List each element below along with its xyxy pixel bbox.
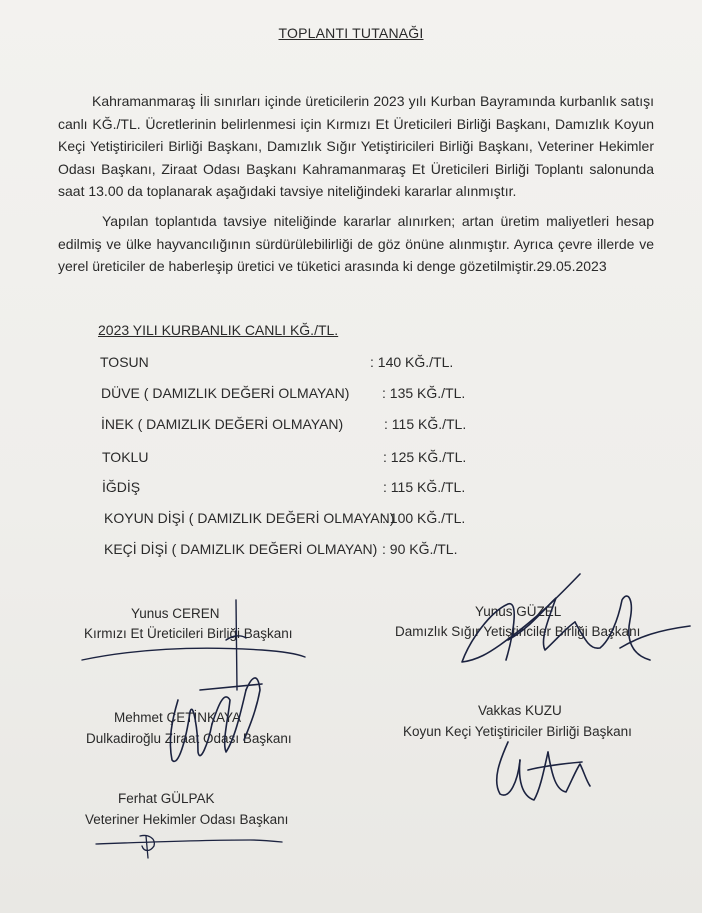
price-value: : 140 KĞ./TL.: [370, 354, 454, 370]
signature-mehmet-cetinkaya: [170, 678, 262, 761]
signature-yunus-guzel: [462, 574, 690, 662]
price-label: DÜVE ( DAMIZLIK DEĞERİ OLMAYAN): [101, 385, 350, 401]
price-label: İĞDİŞ: [102, 479, 141, 495]
price-label: KEÇİ DİŞİ ( DAMIZLIK DEĞERİ OLMAYAN): [104, 541, 378, 557]
signatory-role: Dulkadiroğlu Ziraat Odası Başkanı: [86, 731, 292, 746]
decision-paragraph: Yapılan toplantıda tavsiye niteliğinde kararlar alınırken; artan üretim maliyetleri hesap edilmiş ve ülke hayvancılığının sürdürülebilirliği de göz önüne alınmıştır. Ayrıca çevre illerde ve yerel üreticiler de haberleşip üretici ve tüketici arasında ki denge gözetilmiştir.29.05.2023: [58, 213, 654, 274]
signatory-name: Ferhat GÜLPAK: [118, 791, 215, 806]
signatory-name: Yunus CEREN: [131, 606, 220, 621]
document-title: TOPLANTI TUTANAĞI: [278, 25, 424, 41]
price-value: : 125 KĞ./TL.: [383, 449, 467, 465]
price-table-title: 2023 YILI KURBANLIK CANLI KĞ./TL.: [98, 322, 339, 338]
price-label: TOSUN: [100, 354, 149, 370]
signatory-name: Yunus GÜZEL: [475, 604, 562, 619]
price-label: TOKLU: [102, 449, 149, 465]
signature-yunus-ceren: [82, 600, 305, 690]
price-value: : 115 KĞ./TL.: [384, 416, 467, 432]
price-value: : 115 KĞ./TL.: [383, 479, 466, 495]
signatory-role: Veteriner Hekimler Odası Başkanı: [85, 812, 289, 827]
signatory-name: Mehmet ÇETİNKAYA: [114, 710, 242, 725]
price-value: : 135 KĞ./TL.: [382, 385, 466, 401]
price-value: : 90 KĞ./TL.: [382, 541, 458, 557]
signatory-role: Kırmızı Et Üreticileri Birliği Başkanı: [84, 626, 293, 641]
signature-ferhat-gulpak: [96, 835, 282, 858]
signatory-name: Vakkas KUZU: [478, 703, 562, 718]
signature-vakkas-kuzu: [497, 742, 590, 800]
price-label: KOYUN DİŞİ ( DAMIZLIK DEĞERİ OLMAYAN): [104, 510, 395, 526]
intro-paragraph: Kahramanmaraş İli sınırları içinde üreticilerin 2023 yılı Kurban Bayramında kurbanlık satışı canlı KĞ./TL. Ücretlerinin belirlenmesi için Kırmızı Et Üreticileri Birliği Başkanı, Damızlık Koyun Keçi Yetiştiricileri Birliği Başkanı, Damızlık Sığır Yetiştiricileri Birliği Başkanı, Veteriner Hekimler Odası Başkanı, Ziraat Odası Başkanı Kahramanmaraş Et Üreticileri Birliği Toplantı salonunda saat 13.00 da toplanarak aşağıdaki tavsiye niteliğindeki kararlar alınmıştır.: [58, 93, 654, 199]
price-label: İNEK ( DAMIZLIK DEĞERİ OLMAYAN): [101, 416, 344, 432]
signatory-role: Damızlık Sığır Yetiştiriciler Birliği Başkanı: [395, 624, 641, 639]
signatory-role: Koyun Keçi Yetiştiriciler Birliği Başkanı: [403, 724, 632, 739]
price-value: : 100 KĞ./TL.: [382, 510, 466, 526]
